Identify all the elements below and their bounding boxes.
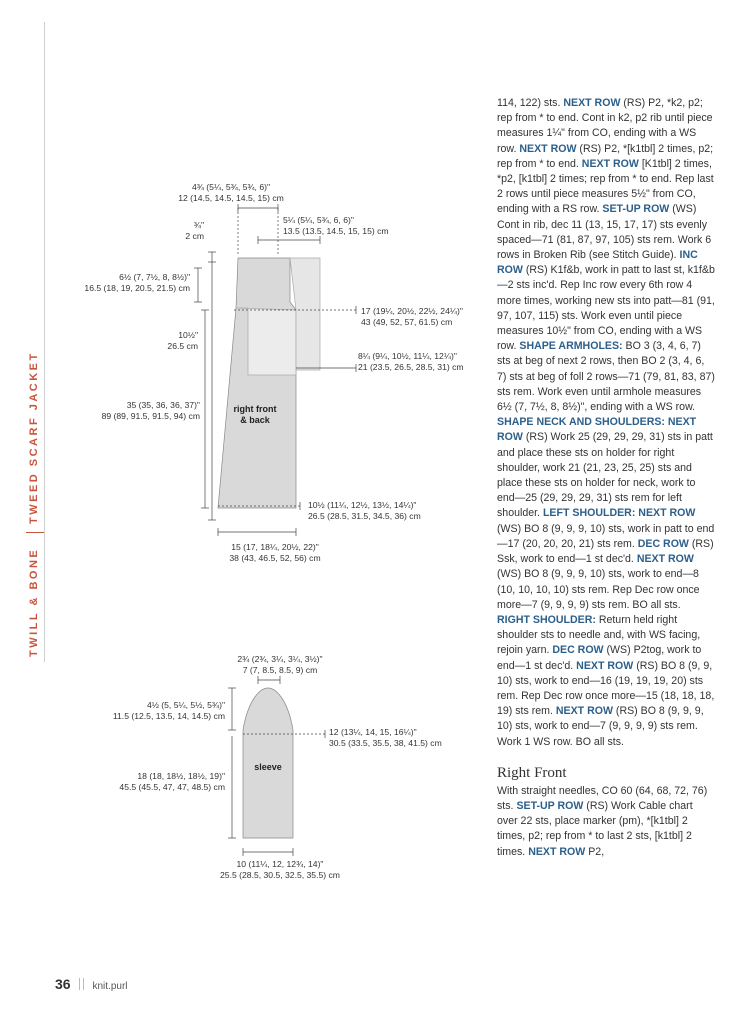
keyword-run: NEXT ROW [519, 142, 577, 155]
text-run: (WS) BO 8 (9, 9, 9, 10) sts, work to end—8 (10, 10, 10, 10) sts rem. Rep Dec row once more—7 (9, 9, 9, 9) sts rem. BO all sts. [497, 568, 700, 611]
dim-cuff-in: 10 (11¼, 12, 12¾, 14)" [236, 859, 324, 869]
keyword-run: SET-UP ROW [602, 203, 670, 216]
instructions-column [497, 96, 715, 860]
text-run: (RS) K1f&b, work in patt to last st, k1f&b—2 sts inc'd. Rep Inc row every 6th row 4 more times, working new sts into patt—81 (91, 97, 107, 115) sts. Work even until piece measures 10½" from CO, ending with a WS row. [497, 264, 715, 353]
text-run: P2, [585, 845, 605, 858]
dim-hem-width-cm: 38 (43, 46.5, 52, 56) cm [229, 553, 321, 563]
dim-total-length-cm: 89 (89, 91.5, 91.5, 94) cm [101, 411, 200, 421]
keyword-run: RIGHT SHOULDER: [497, 613, 596, 626]
side-tab-project-title: TWEED SCARF JACKET [28, 351, 40, 524]
page-number: 36 [55, 976, 71, 992]
keyword-run: SET-UP ROW [516, 799, 584, 812]
dim-cap-height [80, 700, 225, 722]
dim-shoulder-width-cm: 12 (14.5, 14.5, 14.5, 15) cm [178, 193, 284, 203]
body-piece-shape [218, 258, 296, 508]
sleeve-label: sleeve [254, 762, 282, 772]
front-back-label-line2: & back [240, 415, 270, 425]
dim-cap-height-cm: 11.5 (12.5, 13.5, 14, 14.5) cm [112, 711, 225, 721]
keyword-run: NEXT ROW [563, 97, 621, 109]
text-run: (WS) P2tog, work to end—1 st dec'd. [497, 644, 702, 672]
text-run: (RS) BO 8 (9, 9, 10) sts, work to end—16 (19, 19, 19, 20) sts rem. Rep Dec row once more—15 (18, 18, 18, 19) sts rem. [497, 659, 715, 718]
keyword-run: NEXT ROW [581, 157, 639, 170]
dim-total-length [60, 400, 200, 422]
dim-armhole-depth-in: 6½ (7, 7½, 8, 8½)" [119, 272, 190, 282]
text-run: (RS) Work Cable chart over 22 sts, place marker (pm), *[k1tbl] 2 times, p2; rep from * to last 2 sts, [k1tbl] 2 times. [497, 799, 693, 858]
dim-hem-depth-cm: 26.5 (28.5, 31.5, 34.5, 36) cm [308, 511, 421, 521]
dim-cap-top [215, 654, 345, 676]
dim-side-length-in: 10½" [178, 330, 198, 340]
keyword-run: DEC ROW [637, 537, 689, 550]
text-run: (RS) P2, *k2, p2; rep from * to end. Cont in k2, p2 rib until piece measures 1¼" from CO, ending with a WS row. [497, 97, 713, 155]
keyword-run: INC ROW [497, 249, 698, 277]
text-run: With straight needles, CO 60 (64, 68, 72, 76) sts. [497, 784, 708, 812]
side-tab-pattern-name: TWILL & BONE [28, 547, 40, 657]
section-heading-right-front: Right Front [497, 764, 567, 781]
dim-hem-depth-in: 10½ (11¼, 12½, 13½, 14¼)" [308, 500, 417, 510]
dim-cuff [205, 859, 355, 881]
dim-side-length [138, 330, 198, 352]
instructions-paragraph [497, 96, 715, 750]
dim-hem-width-in: 15 (17, 18¼, 20½, 22)" [231, 542, 319, 552]
dim-sleeve-length [80, 771, 225, 793]
text-run: (RS) Work 25 (29, 29, 29, 31) sts in patt and place these sts on holder for right shoulder, work 21 (21, 23, 25, 25) sts and place these sts on holder for neck, work to end—25 (29, 29, 29, 31) sts rem for left shoulder. [497, 431, 713, 520]
instructions-paragraph-right-front [497, 784, 715, 860]
dim-upper-arm-in: 12 (13¼, 14, 15, 16¼)" [329, 727, 417, 737]
text-run: (WS) Cont in rib, dec 11 (13, 15, 17, 17) sts evenly spaced—71 (81, 87, 97, 105) sts rem. Work 6 rows in Broken Rib (see Stitch Guide). [497, 203, 712, 262]
text-run: BO 3 (3, 4, 6, 7) sts at beg of next 2 rows, then BO 2 (3, 4, 6, 7) sts at beg of foll 2 rows—71 (79, 81, 83, 87) sts rem. Work even until armhole measures 6½ (7, 7½, 8, 8½)", ending with a WS row. [497, 340, 715, 414]
dim-hem-width [210, 542, 340, 564]
dim-cuff-cm: 25.5 (28.5, 30.5, 32.5, 35.5) cm [220, 870, 340, 880]
keyword-run: NEXT ROW [555, 705, 613, 718]
text-run: (WS) BO 8 (9, 9, 9, 10) sts, work in patt to end—17 (20, 20, 20, 21) sts rem. [497, 522, 715, 550]
dim-side-length-cm: 26.5 cm [167, 341, 198, 351]
footer-separator [79, 978, 84, 990]
front-back-label-line1: right front [233, 404, 277, 414]
keyword-run: NEXT ROW [528, 845, 586, 858]
dim-upper-arm [329, 727, 442, 749]
keyword-run: SHAPE ARMHOLES: [519, 340, 623, 353]
text-run: (RS) BO 8 (9, 9, 9, 10) sts, work to end—7 (9, 9, 9, 9) sts rem. Work 1 WS row. BO all sts. [497, 705, 704, 748]
dim-front-width-cm: 21 (23.5, 26.5, 28.5, 31) cm [358, 362, 464, 372]
text-run: [K1tbl] 2 times, *p2, [k1tbl] 2 times; rep from * to end. Rep last 2 rows until piece measures 5½" from CO, ending with a RS row. [497, 157, 714, 216]
dim-neck-width-cm: 13.5 (13.5, 14.5, 15, 15) cm [283, 226, 389, 236]
dim-upper-arm-cm: 30.5 (33.5, 35.5, 38, 41.5) cm [329, 738, 442, 748]
page-footer [55, 976, 128, 996]
text-run: 114, 122) sts. [497, 97, 564, 109]
dim-hem-depth [308, 500, 421, 522]
publication-name: knit.purl [92, 981, 128, 992]
dim-neck-width-in: 5¼ (5¼, 5¾, 6, 6)" [283, 215, 354, 225]
dim-cap-top-in: 2¾ (2¾, 3¼, 3¼, 3½)" [237, 654, 323, 664]
text-run: (RS) Ssk, work to end—1 st dec'd. [497, 537, 714, 566]
dim-total-length-in: 35 (35, 36, 36, 37)" [126, 400, 200, 410]
dim-cap-top-cm: 7 (7, 8.5, 8.5, 9) cm [242, 665, 318, 675]
dim-half-width-in: 17 (19¼, 20½, 22½, 24¼)" [361, 306, 463, 316]
dim-sleeve-length-cm: 45.5 (45.5, 47, 47, 48.5) cm [119, 782, 225, 792]
dim-half-width [361, 306, 463, 328]
dim-sleeve-length-in: 18 (18, 18½, 18½, 19)" [137, 771, 225, 781]
dim-armhole-depth-cm: 16.5 (18, 19, 20.5, 21.5) cm [84, 283, 190, 293]
dim-shoulder-width-in: 4¾ (5¼, 5¾, 5¾, 6)" [191, 182, 271, 192]
dim-front-width [358, 351, 464, 373]
dim-neck-depth-cm: 2 cm [185, 231, 204, 241]
keyword-run: NEXT ROW [636, 553, 694, 566]
front-back-label [222, 404, 288, 426]
dim-armhole-depth [50, 272, 190, 294]
dim-front-width-in: 8¼ (9¼, 10½, 11¼, 12¼)" [358, 351, 457, 361]
dim-neck-depth [160, 220, 204, 242]
dim-neck-width [283, 215, 389, 237]
keyword-run: LEFT SHOULDER: NEXT ROW [542, 507, 696, 520]
dim-shoulder-width [161, 182, 301, 204]
keyword-run: DEC ROW [552, 644, 604, 657]
text-run: (RS) P2, *[k1tbl] 2 times, p2; rep from * to end. [497, 142, 714, 170]
dim-neck-depth-in: ¾" [193, 220, 204, 230]
text-run: Return held right shoulder sts to needle and, with WS facing, rejoin yarn. [497, 613, 701, 657]
dim-half-width-cm: 43 (49, 52, 57, 61.5) cm [361, 317, 453, 327]
dim-cap-height-in: 4½ (5, 5¼, 5½, 5¾)" [146, 700, 225, 710]
keyword-run: SHAPE NECK AND SHOULDERS: NEXT ROW [497, 416, 697, 444]
keyword-run: NEXT ROW [576, 659, 634, 672]
